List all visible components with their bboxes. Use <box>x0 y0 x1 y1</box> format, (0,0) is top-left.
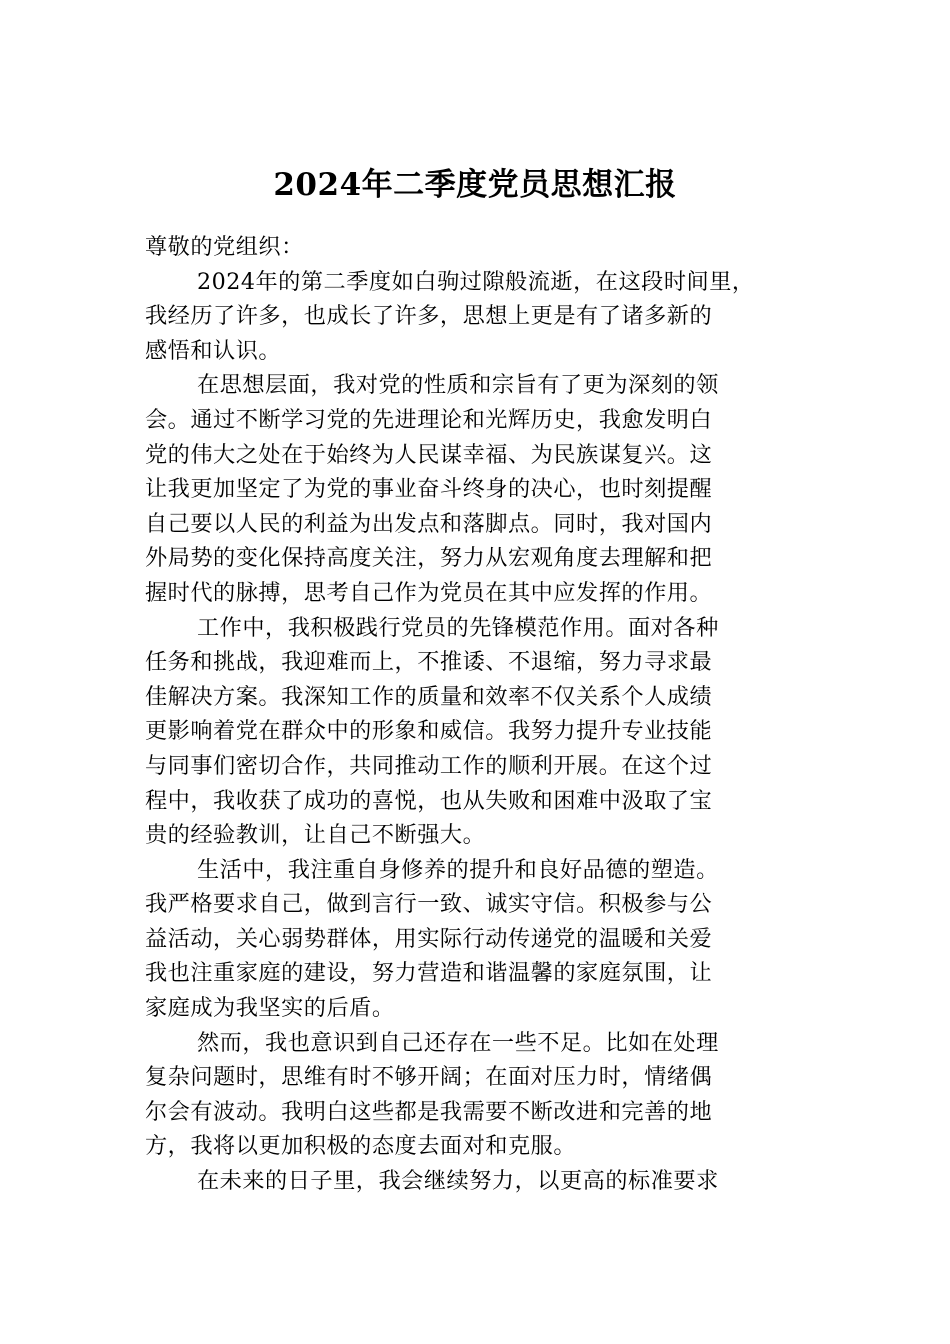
body-line: 握时代的脉搏，思考自己作为党员在其中应发挥的作用。 <box>145 579 713 606</box>
body-line: 然而，我也意识到自己还存在一些不足。比如在处理 <box>197 1029 719 1056</box>
body-line: 在未来的日子里，我会继续努力，以更高的标准要求 <box>197 1168 719 1195</box>
body-line: 党的伟大之处在于始终为人民谋幸福、为民族谋复兴。这 <box>145 441 713 468</box>
body-line: 自己要以人民的利益为出发点和落脚点。同时，我对国内 <box>145 510 713 537</box>
body-line: 我也注重家庭的建设，努力营造和谐温馨的家庭氛围，让 <box>145 960 713 987</box>
body-line: 外局势的变化保持高度关注，努力从宏观角度去理解和把 <box>145 545 713 572</box>
body-line: 让我更加坚定了为党的事业奋斗终身的决心，也时刻提醒 <box>145 476 713 503</box>
body-line: 尔会有波动。我明白这些都是我需要不断改进和完善的地 <box>145 1098 713 1125</box>
body-line: 我经历了许多，也成长了许多，思想上更是有了诸多新的 <box>145 303 713 330</box>
body-line: 更影响着党在群众中的形象和威信。我努力提升专业技能 <box>145 718 713 745</box>
document-body <box>145 230 807 1199</box>
document-title: 2024年二季度党员思想汇报 <box>273 167 677 203</box>
body-line: 程中，我收获了成功的喜悦，也从失败和困难中汲取了宝 <box>145 787 713 814</box>
body-line: 在思想层面，我对党的性质和宗旨有了更为深刻的领 <box>197 372 719 399</box>
body-line: 会。通过不断学习党的先进理论和光辉历史，我愈发明白 <box>145 406 713 433</box>
body-line: 益活动，关心弱势群体，用实际行动传递党的温暖和关爱 <box>145 925 713 952</box>
body-line: 与同事们密切合作，共同推动工作的顺利开展。在这个过 <box>145 752 713 779</box>
body-line: 家庭成为我坚实的后盾。 <box>145 995 395 1022</box>
body-line: 复杂问题时，思维有时不够开阔；在面对压力时，情绪偶 <box>145 1064 713 1091</box>
body-line: 感悟和认识。 <box>145 337 282 364</box>
body-line: 任务和挑战，我迎难而上，不推诿、不退缩，努力寻求最 <box>145 649 713 676</box>
body-line: 方，我将以更加积极的态度去面对和克服。 <box>145 1133 577 1160</box>
body-line: 生活中，我注重自身修养的提升和良好品德的塑造。 <box>197 856 719 883</box>
body-line: 工作中，我积极践行党员的先锋模范作用。面对各种 <box>197 614 719 641</box>
body-line: 我严格要求自己，做到言行一致、诚实守信。积极参与公 <box>145 891 713 918</box>
body-line: 佳解决方案。我深知工作的质量和效率不仅关系个人成绩 <box>145 683 713 710</box>
body-line: 2024年的第二季度如白驹过隙般流逝，在这段时间里， <box>197 268 755 295</box>
body-line: 贵的经验教训，让自己不断强大。 <box>145 822 486 849</box>
salutation-line: 尊敬的党组织： <box>145 234 304 260</box>
